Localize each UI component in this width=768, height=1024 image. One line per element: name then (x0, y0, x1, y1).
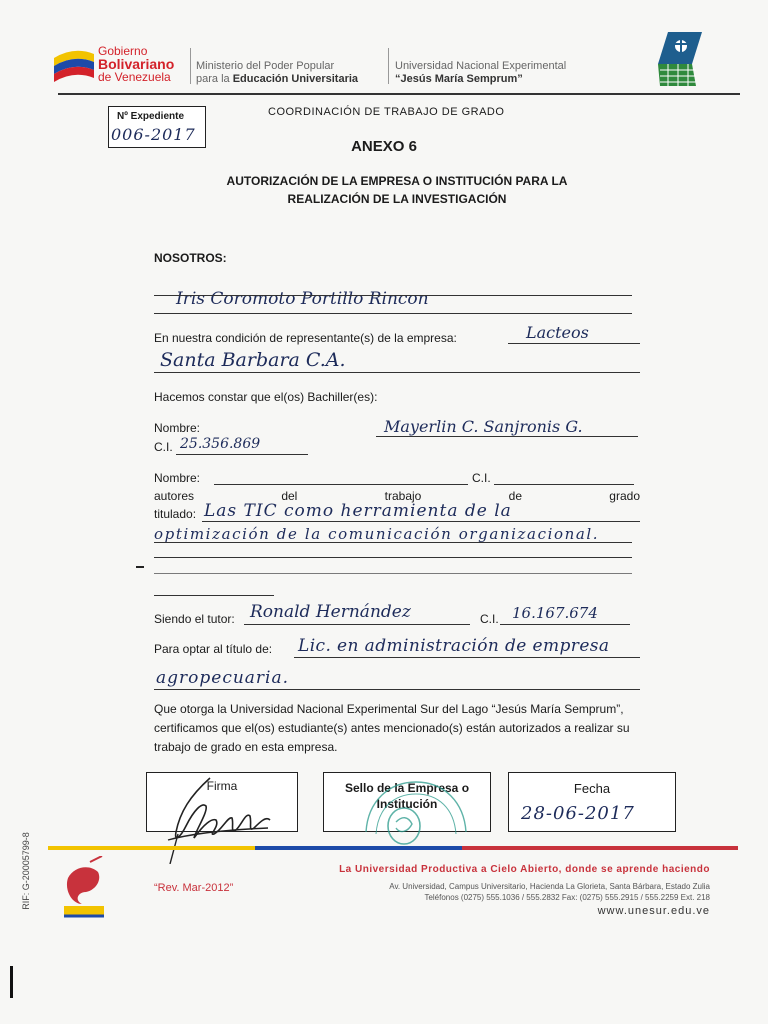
anexo-heading: ANEXO 6 (351, 138, 417, 155)
certification-paragraph: Que otorga la Universidad Nacional Experimental Sur del Lago “Jesús María Semprum”, certificamos que el(os) estudiante(s) antes mencionado(s) están autorizados a realizar su trabajo de grado en esta empresa. (154, 702, 630, 754)
tutor-ci-value: 16.167.674 (512, 604, 598, 622)
optar-line-2 (154, 689, 640, 690)
autores-word-2: del (281, 489, 298, 503)
titulo-line-1 (202, 521, 640, 522)
firma-label: Firma (206, 779, 238, 793)
footer-address: Av. Universidad, Campus Universitario, Hacienda La Glorieta, Santa Bárbara, Estado Zulia (389, 882, 710, 891)
nombre-label-2: Nombre: (154, 471, 201, 485)
fecha-box (508, 772, 676, 832)
nosotros-label: NOSOTROS: (154, 251, 227, 265)
empresa-value-1: Lacteos (526, 323, 589, 342)
tutor-value: Ronald Hernández (250, 602, 411, 622)
empresa-value-2: Santa Barbara C.A. (160, 349, 346, 371)
autores-word-5: grado (609, 489, 640, 503)
rif-text: RIF: G-20005799-8 (21, 832, 31, 910)
title-line-1: AUTORIZACIÓN DE LA EMPRESA O INSTITUCIÓN PARA LA (226, 174, 568, 188)
tutor-label: Siendo el tutor: (154, 612, 235, 626)
tutor-line (244, 624, 470, 625)
empresa-line-1 (508, 343, 640, 344)
gobierno-logo-text (98, 45, 174, 84)
signature-image (150, 772, 290, 864)
optar-value-1: Lic. en administración de empresa (298, 636, 610, 656)
header-divider-2 (388, 48, 389, 84)
nosotros-line-1 (154, 295, 632, 296)
ministerio-text (196, 60, 358, 86)
footer-phones: Teléfonos (0275) 555.1036 / 555.2832 Fax: (0275) 555.2915 / 555.2259 Ext. 218 (424, 893, 710, 902)
titulo-value-2: optimización de la comunicación organizacional. (154, 525, 600, 543)
tutor-ci-label: C.I. (480, 612, 499, 626)
fecha-value: 28-06-2017 (521, 803, 635, 824)
footer-color-bar (48, 846, 738, 850)
sello-label-2: Institución (376, 797, 438, 811)
nombre-line-1 (376, 436, 638, 437)
sello-label-1: Sello de la Empresa o (344, 781, 470, 795)
nombre-line-2 (214, 484, 468, 485)
expediente-value: 006-2017 (111, 125, 196, 144)
autores-word-4: de (508, 489, 522, 503)
footer-website: www.unesur.edu.ve (597, 905, 710, 917)
nosotros-value: Iris Coromoto Portillo Rincon (176, 289, 429, 309)
titulo-line-2 (154, 542, 632, 543)
fecha-label: Fecha (573, 781, 611, 796)
universidad-line-2: “Jesús María Semprum” (395, 73, 523, 85)
empresa-line-2 (154, 372, 640, 373)
nombre-value-1: Mayerlin C. Sanjronis G. (384, 417, 583, 436)
titulo-line-4 (154, 573, 632, 574)
constar-label: Hacemos constar que el(os) Bachiller(es): (154, 390, 378, 404)
titulado-label: titulado: (154, 507, 197, 521)
company-stamp (360, 772, 472, 856)
ci-line-2 (494, 484, 634, 485)
gov-line-1: Gobierno (98, 44, 148, 58)
scan-edge-mark (10, 966, 13, 998)
page-bottom-blank (0, 960, 768, 1024)
ci-label-2: C.I. (472, 471, 491, 485)
ci-label-1: C.I. (154, 440, 173, 454)
venezuela-flag-logo (52, 44, 96, 84)
titulo-value-1: Las TIC como herramienta de la (204, 501, 512, 521)
tutor-ci-line (500, 624, 630, 625)
universidad-line-1: Universidad Nacional Experimental (395, 60, 567, 72)
unesur-emblem-logo (656, 30, 704, 88)
header-divider-1 (190, 48, 191, 84)
revision-text: “Rev. Mar-2012” (154, 882, 234, 894)
ministerio-line-2: para la Educación Universitaria (196, 73, 359, 85)
optar-label: Para optar al título de: (154, 642, 273, 656)
nombre-label-1: Nombre: (154, 421, 201, 435)
condicion-label: En nuestra condición de representante(s) de la empresa: (154, 331, 457, 345)
ministerio-line-1: Ministerio del Poder Popular (196, 60, 335, 72)
titulo-line-3 (154, 557, 632, 558)
gov-line-2: Bolivariano (98, 56, 175, 72)
autores-word-1: autores (154, 489, 195, 503)
stray-mark (136, 566, 144, 568)
nosotros-line-2 (154, 313, 632, 314)
expediente-label: Nº Expediente (117, 111, 185, 122)
autores-word-3: trabajo (384, 489, 422, 503)
gov-line-3: de Venezuela (98, 70, 171, 84)
universidad-text (395, 60, 566, 86)
footer-motto: La Universidad Productiva a Cielo Abierto, donde se aprende haciendo (339, 864, 710, 875)
optar-line-1 (294, 657, 640, 658)
title-line-2: REALIZACIÓN DE LA INVESTIGACIÓN (287, 192, 507, 206)
coordinacion-heading: COORDINACIÓN DE TRABAJO DE GRADO (268, 106, 505, 118)
ci-line-1 (176, 454, 308, 455)
optar-value-2: agropecuaria. (156, 668, 290, 688)
ci-value-1: 25.356.869 (180, 436, 261, 452)
titulo-line-5 (154, 595, 274, 596)
header-rule (58, 93, 740, 95)
bicentenario-logo (60, 856, 108, 922)
